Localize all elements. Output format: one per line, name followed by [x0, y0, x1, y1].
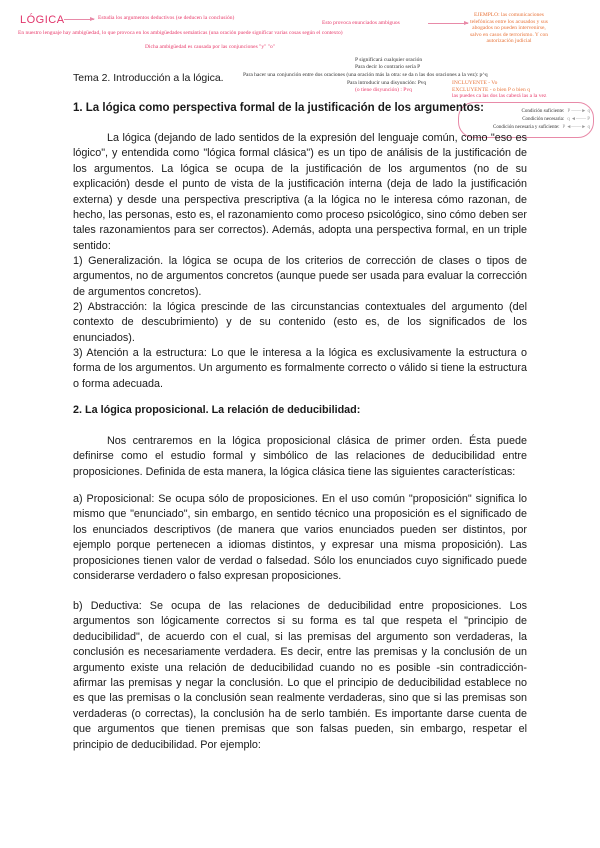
- annotation-arrow-2: [428, 23, 468, 24]
- condition-symbol: P ◄——► q: [562, 125, 590, 130]
- condition-label: Condición necesaria y suficiente:: [492, 125, 560, 130]
- annotation-conditional-3: Para hacer una conjunción entre dos oraciones (una oración más la otra: se da n las dos oraciones a la vez): p^q: [243, 72, 488, 78]
- annotation-language-note: En nuestro lenguaje hay ambigüedad, lo que provoca en los ambigüedades semánticas (una oración puede significar varias cosas según el contexto): [18, 30, 343, 36]
- annotation-conditional-5: (o tiene disyunción) : Pvq: [355, 87, 412, 93]
- example-line: telefónicas entre los acusados y sus: [470, 18, 548, 25]
- section2-point-a: a) Proposicional: Se ocupa sólo de proposiciones. En el uso común "proposición" significa lo mismo que "enunciado", sin embargo, en sentido técnico una proposición es el significado de los enunciados descriptivos (de manera que varios enunciados pueden ser distintos, por ejemplo porque pertenecen a idiomas distintos, y expresar una misma proposición). Las proposiciones tienen valor de verdad o falsedad. Sólo los enunciados cuyo significado puede considerarse verdadero o falso expresan proposiciones.: [73, 493, 527, 583]
- annotation-exclusive-note: [452, 80, 546, 100]
- exclusive-line: EXCLUYENTE - o bien P o bien q: [452, 86, 530, 93]
- example-line: abogados no pueden intervenirse,: [472, 25, 546, 31]
- section1-point-3: 3) Atención a la estructura: Lo que le interesa a la lógica es exclusivamente la estructura o forma de los argumentos. Un argumento es formalmente correcto o válido si tiene la estructura o forma adecuada.: [73, 347, 527, 390]
- annotation-logica-title: LÓGICA: [20, 14, 65, 26]
- example-line: salvo en casos de terrorismo. Y con: [470, 31, 548, 38]
- section2-point-b: b) Deductiva: Se ocupa de las relaciones de deducibilidad entre proposiciones. Los argumentos son lógicamente correctos si su forma es tal que respeta el "principio de deducibilidad", de acuerdo con el cual, si las premisas del argumento son verdaderas, la conclusión es necesariamente verdadera. Es decir, entre las premisas y la conclusión de un argumento existe una relación de deducibilidad cuando no es posible -sin contradicción- afirmar las premisas y negar la conclusión. Lo que el principio de deducibilidad establece no es que las premisas o la conclusión sean realmente verdaderas, sino que si las premisas son verdaderas (o correctas), la conclusión ha de serlo también. Es importante darse cuenta de que argumentos que tienen premisas que son falsas pueden, sin embargo, respetar el principio de deducibilidad. Por ejemplo:: [73, 600, 527, 751]
- exclusive-line: las puedes ca las dos las caberá las a la vez: [452, 93, 547, 99]
- condition-symbol: q ◄—— P: [567, 117, 590, 122]
- section1-point-1: 1) Generalización. la lógica se ocupa de los criterios de corrección de clases o tipos de argumentos, no de argumentos concretos (aunque puede ser usada para evaluar la corrección de argumentos concretos).: [73, 255, 527, 298]
- exclusive-line: INCLUYENTE - Vo: [452, 80, 498, 86]
- condition-label: Condición necesaria:: [522, 117, 565, 122]
- annotation-conditional-1: P significará cualquier oración: [355, 57, 423, 63]
- condition-symbol: P ——► q: [567, 109, 590, 114]
- annotation-arrow-1: [64, 19, 94, 20]
- section1-heading: 1. La lógica como perspectiva formal de la justificación de los argumentos:: [73, 102, 484, 114]
- condition-label: Condición suficiente:: [521, 109, 565, 114]
- condition-necessary: [462, 116, 590, 124]
- section1-point-2: 2) Abstracción: la lógica prescinde de las circunstancias contextuales del argumento (del contexto de descubrimiento) y de su contenido (esto es, de los significados de los enunciados).: [73, 301, 527, 344]
- annotation-avoid-note: Esto provoca enunciados ambiguos: [322, 20, 400, 26]
- example-line: autorización judicial: [486, 38, 532, 44]
- section1-paragraph: La lógica (dejando de lado sentidos de la expresión del lenguaje común, como "eso es lógico", y entendida como "lógica formal clásica") es un tipo de análisis de la justificación de los argumentos. La lógica se ocupa de la justificación de los argumentos (no de su explicación) desde el punto de vista de la justificación interna (deja de lado la justificación externa) y desde una perspectiva prescriptiva (a la lógica no le interesa cómo razonan, de hecho, las personas, esto es, el razonamiento como proceso psicológico, sino cómo deben ser tales razonamientos para ser correctos). Además, adopta una perspectiva formal, en un triple sentido:: [73, 132, 527, 252]
- annotation-studies-note: Estudia los argumentos deductivos (se deducen la conclusión): [98, 15, 235, 21]
- annotation-conditional-2: Para decir lo contrario sería P: [355, 64, 421, 70]
- annotation-syntactic-note: Dicha ambigüedad es causada por las conjunciones "y" "o": [145, 44, 275, 50]
- topic-title: Tema 2. Introducción a la lógica.: [73, 72, 224, 84]
- annotation-conditional-4: Para introducir una disyunción: Pvq: [347, 80, 427, 86]
- section2-intro: Nos centraremos en la lógica proposicional clásica de primer orden. Ésta puede definirse como el estudio formal y simbólico de las relaciones de deducibilidad entre proposiciones. Definida de esta manera, la lógica clásica tiene las siguientes características:: [73, 435, 527, 478]
- example-line: EJEMPLO: las comunicaciones: [473, 12, 544, 18]
- annotation-example-note: [470, 12, 548, 45]
- section2-heading: 2. La lógica proposicional. La relación de deducibilidad:: [73, 404, 361, 416]
